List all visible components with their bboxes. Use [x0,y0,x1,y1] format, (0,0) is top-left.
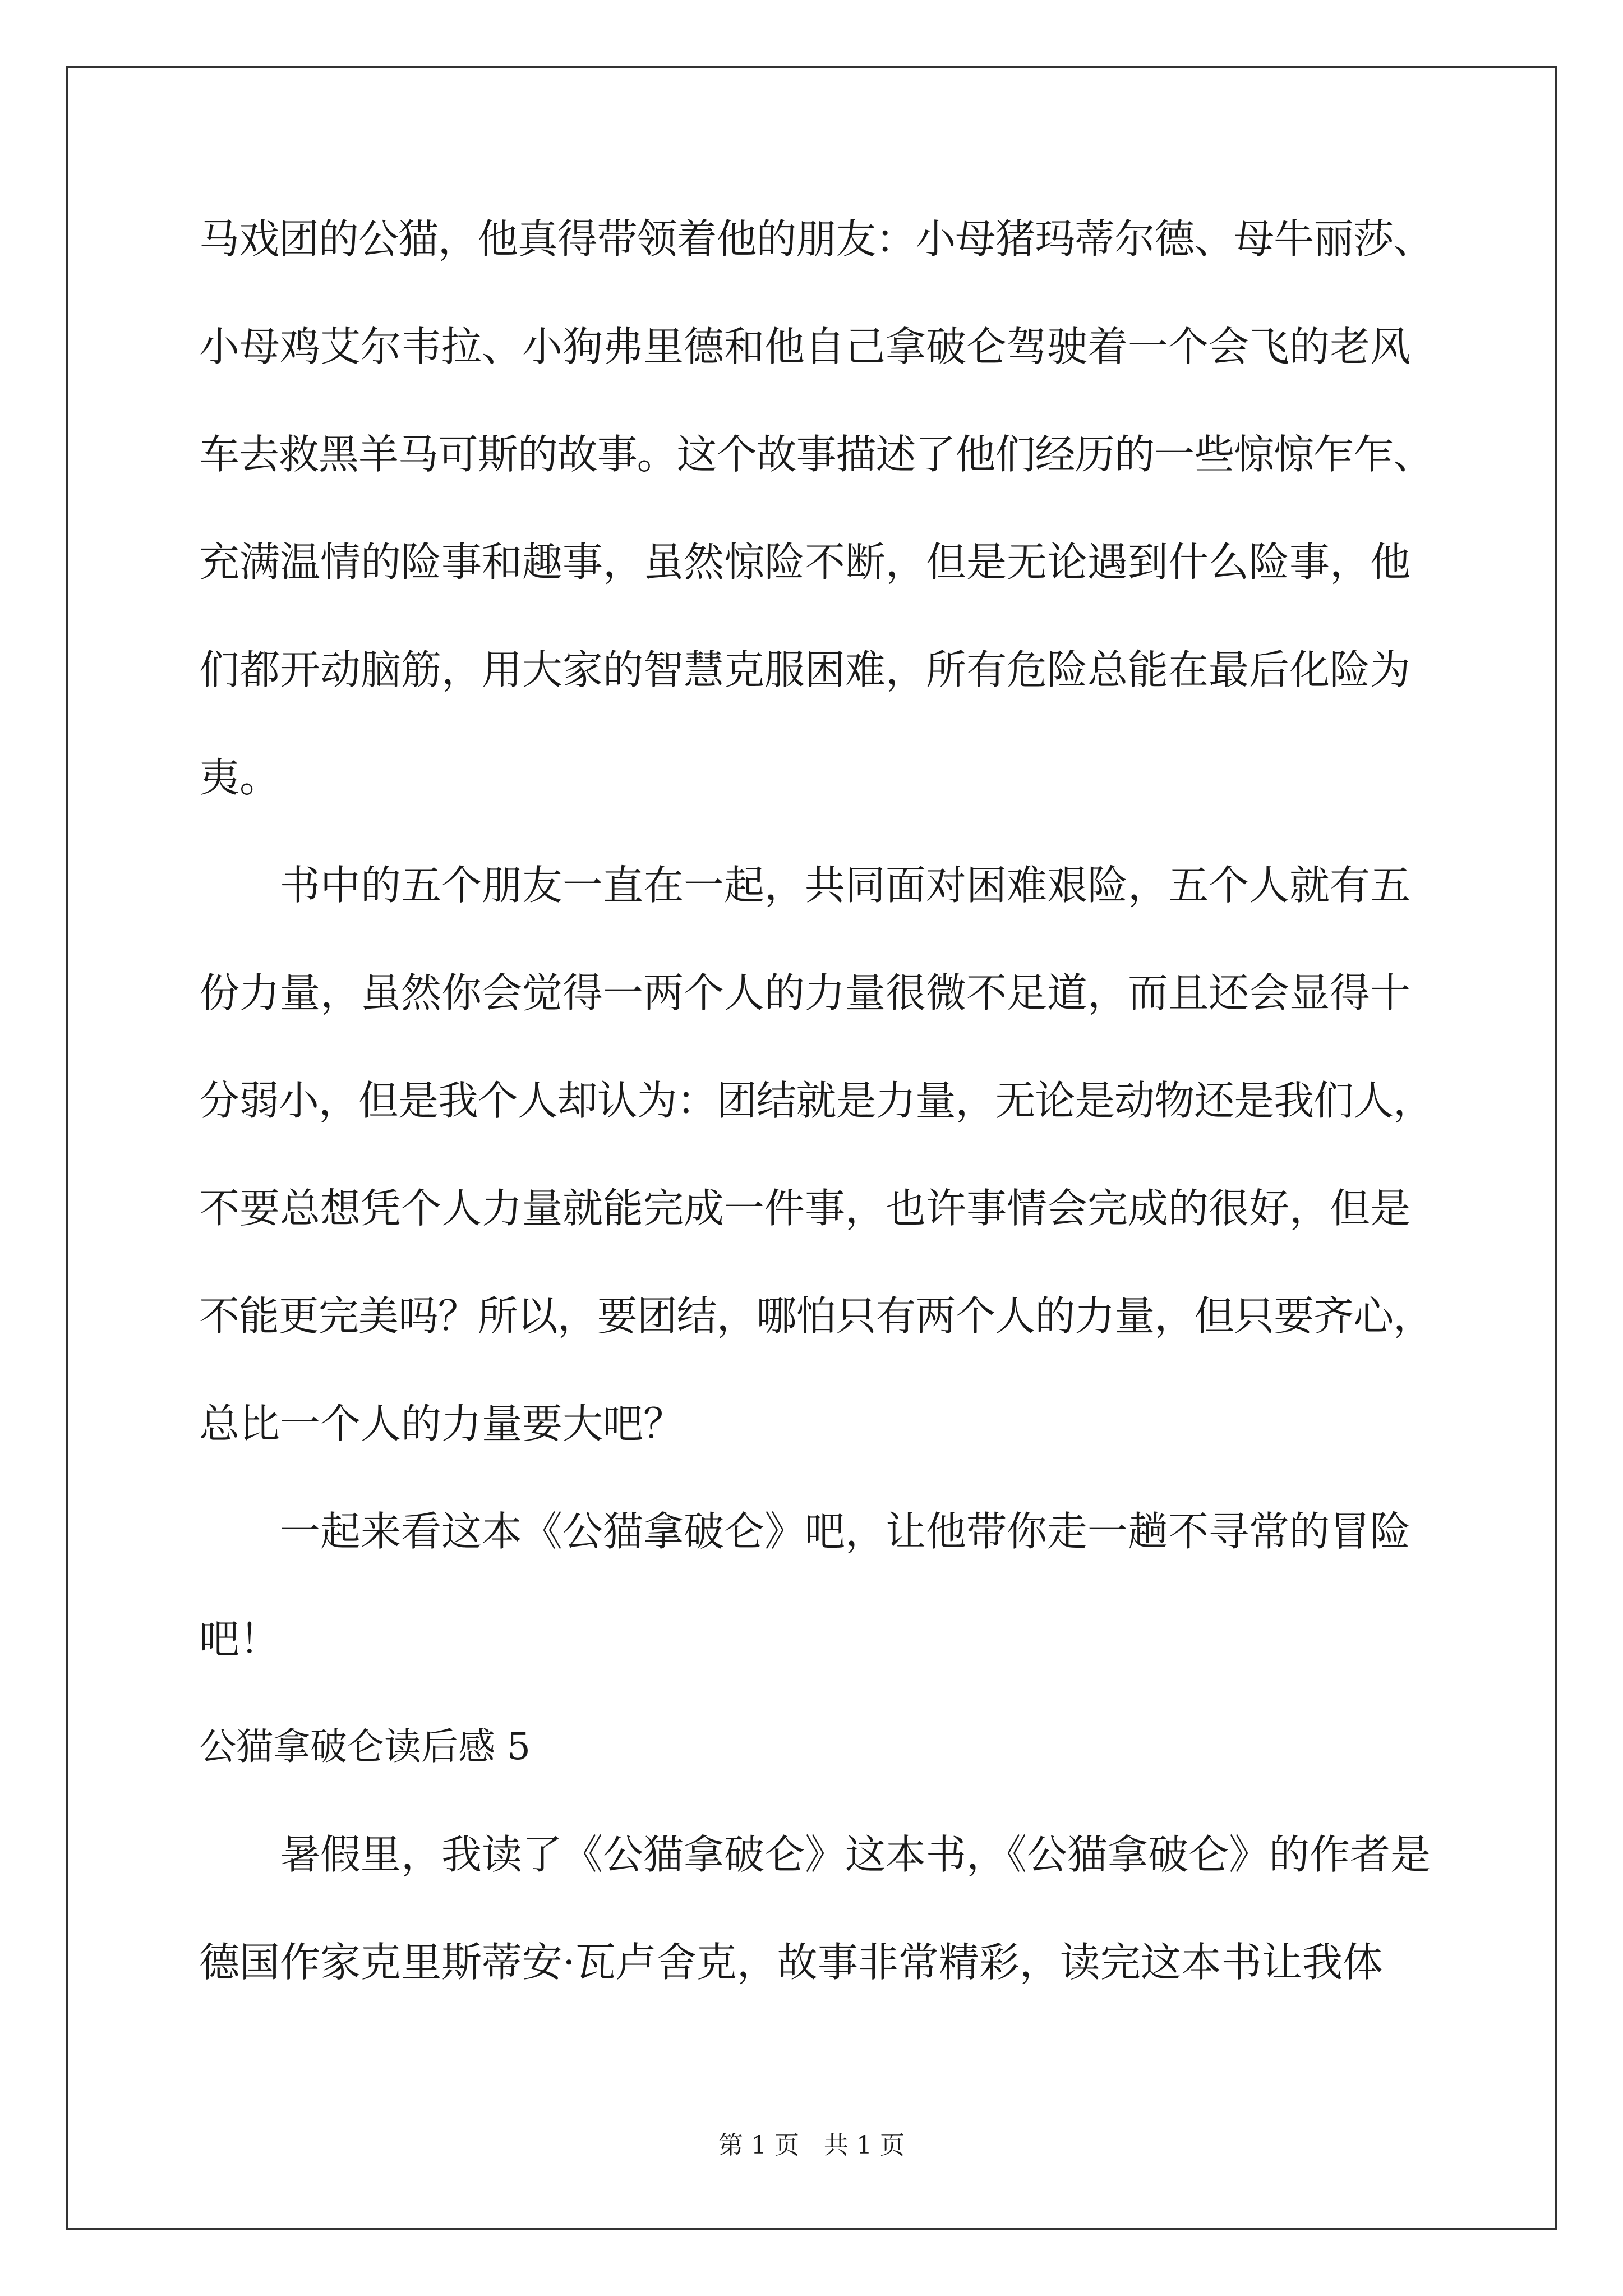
text-line: 马戏团的公猫，他真得带领着他的朋友：小母猪玛蒂尔德、母牛丽莎、 [199,215,1433,263]
text-line: 车去救黑羊马可斯的故事。这个故事描述了他们经历的一些惊惊乍乍、 [199,431,1433,478]
text-line: 一起来看这本《公猫拿破仑》吧，让他带你走一趟不寻常的冒险 [280,1508,1411,1555]
text-line: 德国作家克里斯蒂安·瓦卢舍克，故事非常精彩，读完这本书让我体 [199,1939,1383,1986]
text-line: 总比一个人的力量要大吧？ [199,1400,684,1447]
text-line: 们都开动脑筋，用大家的智慧克服困难，所有危险总能在最后化险为 [199,646,1411,693]
text-line: 吧！ [199,1616,280,1663]
text-line: 分弱小，但是我个人却认为：团结就是力量，无论是动物还是我们人， [199,1077,1433,1124]
document-body [199,185,1433,2016]
text-line: 书中的五个朋友一直在一起，共同面对困难艰险，五个人就有五 [280,862,1411,909]
page-footer: 第 1 页 共 1 页 [718,2131,905,2160]
text-line: 暑假里，我读了《公猫拿破仑》这本书，《公猫拿破仑》的作者是 [280,1831,1431,1878]
text-line: 不能更完美吗？所以，要团结，哪怕只有两个人的力量，但只要齐心， [199,1292,1433,1340]
text-line: 份力量，虽然你会觉得一两个人的力量很微不足道，而且还会显得十 [199,969,1411,1016]
text-line: 不要总想凭个人力量就能完成一件事，也许事情会完成的很好，但是 [199,1185,1411,1232]
text-line: 小母鸡艾尔韦拉、小狗弗里德和他自己拿破仑驾驶着一个会飞的老风 [199,323,1411,370]
text-line: 充满温情的险事和趣事，虽然惊险不断，但是无论遇到什么险事，他 [199,539,1411,586]
section-heading: 公猫拿破仑读后感 5 [199,1725,531,1768]
text-line: 夷。 [199,754,280,801]
